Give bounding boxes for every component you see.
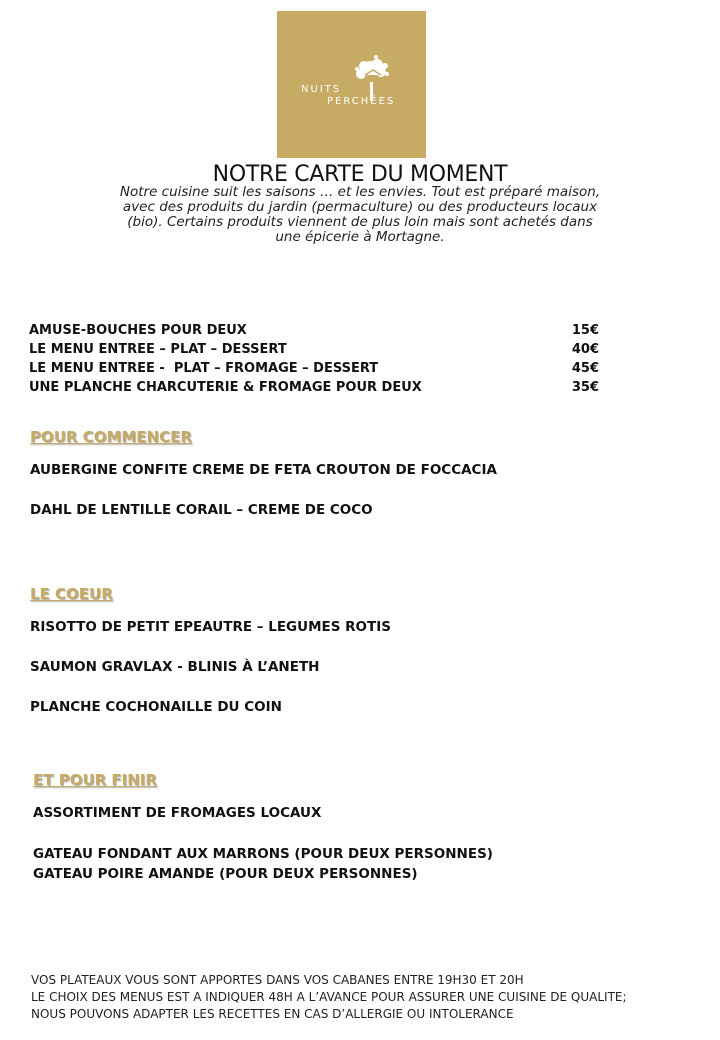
menu-label: LE MENU ENTREE - PLAT – FROMAGE – DESSERT [29, 361, 379, 376]
price-row [29, 340, 599, 359]
dish-item: GATEAU POIRE AMANDE (POUR DEUX PERSONNES) [33, 866, 418, 882]
dish-item: PLANCHE COCHONAILLE DU COIN [30, 699, 282, 715]
menu-price: 40€ [571, 342, 599, 357]
menu-price: 15€ [571, 323, 599, 338]
intro-line: (bio). Certains produits viennent de plus loin mais sont achetés dans [127, 214, 593, 230]
menu-label: UNE PLANCHE CHARCUTERIE & FROMAGE POUR DEUX [29, 380, 422, 395]
dish-item: DAHL DE LENTILLE CORAIL – CREME DE COCO [30, 502, 373, 518]
menu-price: 45€ [571, 361, 599, 376]
footer-line: NOUS POUVONS ADAPTER LES RECETTES EN CAS D’ALLERGIE OU INTOLERANCE [31, 1007, 514, 1021]
footer-line: VOS PLATEAUX VOUS SONT APPORTES DANS VOS CABANES ENTRE 19H30 ET 20H [31, 973, 524, 987]
menu-price: 35€ [571, 380, 599, 395]
intro-line: Notre cuisine suit les saisons … et les envies. Tout est préparé maison, [119, 184, 601, 200]
brand-logo [277, 11, 426, 158]
intro-paragraph [80, 185, 640, 245]
section-heading-desserts: ET POUR FINIR [33, 771, 157, 789]
price-row [29, 321, 599, 340]
section-heading-mains: LE COEUR [30, 585, 113, 603]
menu-label: AMUSE-BOUCHES POUR DEUX [29, 323, 247, 338]
price-row [29, 378, 599, 397]
price-row [29, 359, 599, 378]
footer-notes [31, 972, 691, 1023]
dish-item: RISOTTO DE PETIT EPEAUTRE – LEGUMES ROTIS [30, 619, 391, 635]
menu-label: LE MENU ENTREE – PLAT – DESSERT [29, 342, 287, 357]
intro-line: une épicerie à Mortagne. [275, 229, 445, 245]
intro-line: avec des produits du jardin (permaculture) ou des producteurs locaux [122, 199, 598, 215]
dish-item: SAUMON GRAVLAX - BLINIS À L’ANETH [30, 659, 320, 675]
logo-wordmark: NUITS PERCHÉES [301, 84, 396, 107]
dish-item: ASSORTIMENT DE FROMAGES LOCAUX [33, 805, 322, 821]
page-title: NOTRE CARTE DU MOMENT [212, 162, 508, 187]
dish-item: AUBERGINE CONFITE CREME DE FETA CROUTON DE FOCCACIA [30, 462, 497, 478]
footer-line: LE CHOIX DES MENUS EST A INDIQUER 48H A L’AVANCE POUR ASSURER UNE CUISINE DE QUALITE; [31, 990, 627, 1004]
menu-price-list [29, 321, 599, 397]
section-heading-starters: POUR COMMENCER [30, 428, 192, 446]
dish-item: GATEAU FONDANT AUX MARRONS (POUR DEUX PERSONNES) [33, 846, 493, 862]
